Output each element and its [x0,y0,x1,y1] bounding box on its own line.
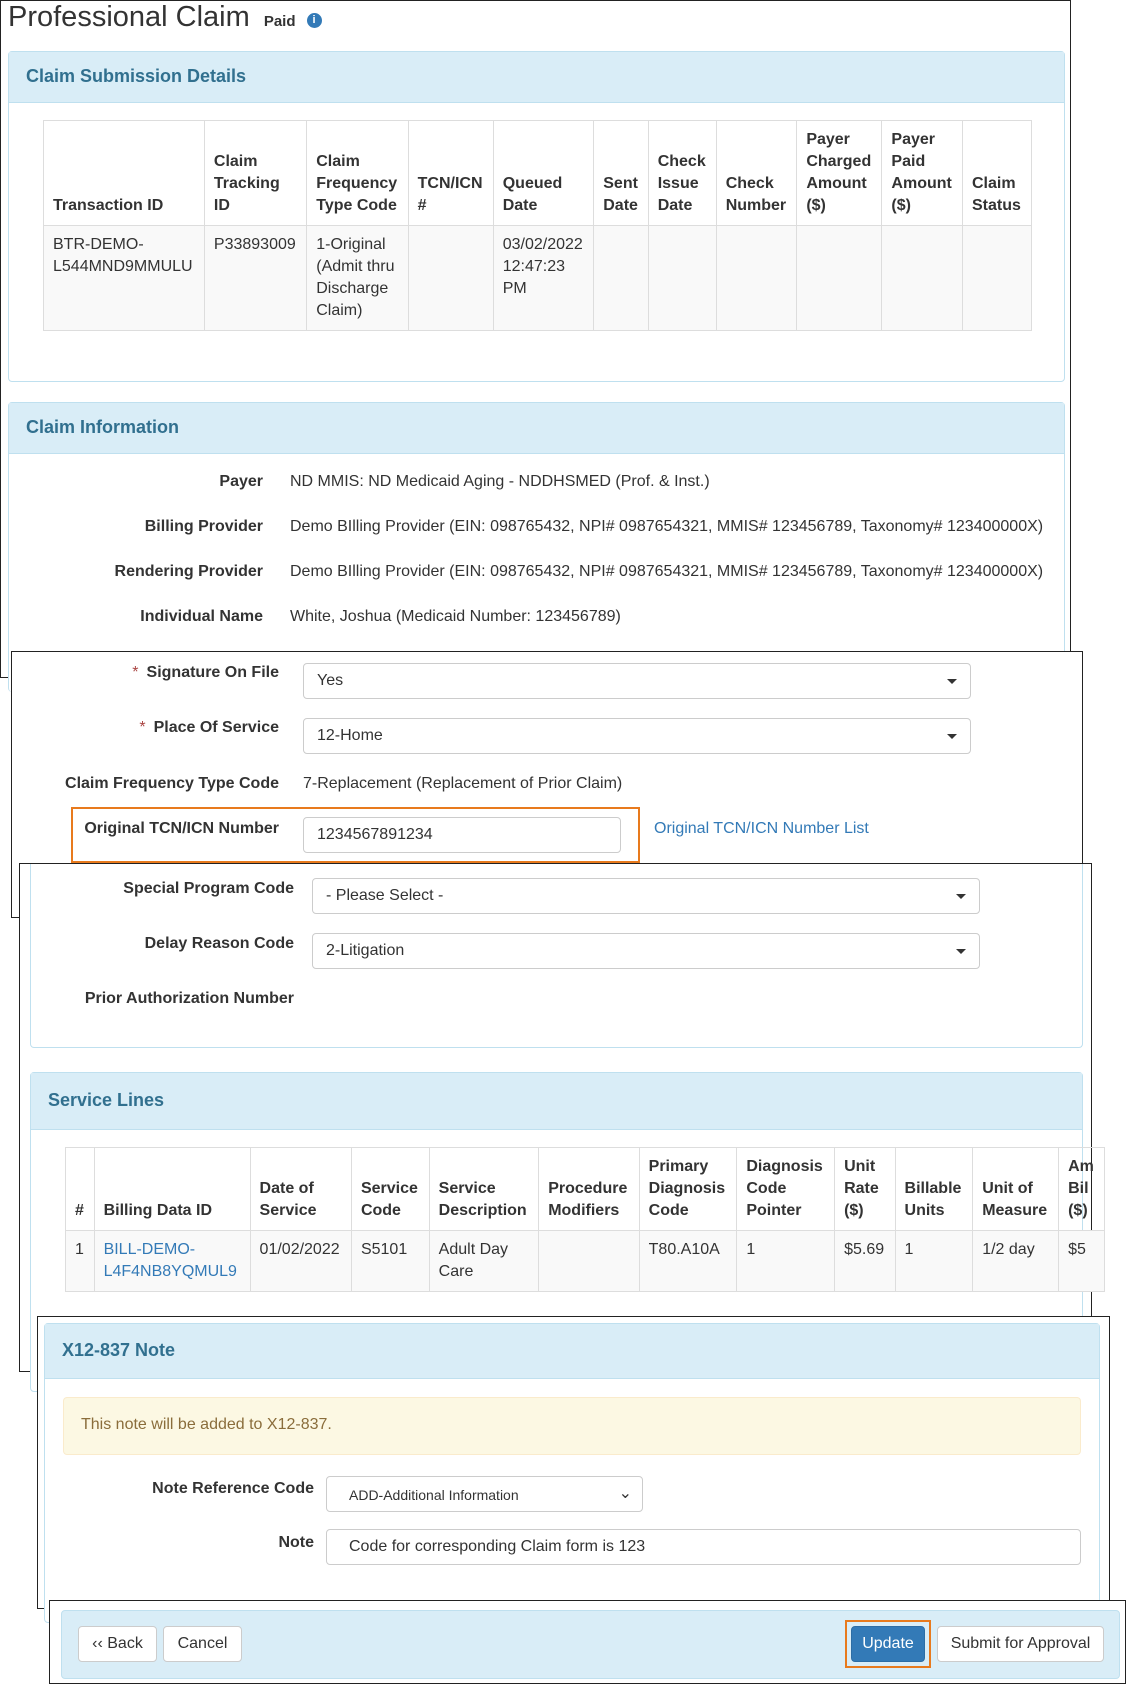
service-cell-0: 1 [66,1231,95,1292]
service-cell-8: $5.69 [835,1231,895,1292]
submission-col-header-4: Queued Date [493,121,594,226]
form-panel-bottom [30,864,1083,1048]
original-tcn-label: Original TCN/ICN Number [84,820,279,837]
claim-info-heading: Claim Information [9,403,1064,454]
claim-frequency-label: Claim Frequency Type Code [65,775,279,792]
submission-col-header-1: Claim Tracking ID [204,121,306,226]
place-of-service-select[interactable]: 12-Home [303,718,971,754]
note-alert: This note will be added to X12-837. [63,1397,1081,1455]
original-tcn-list-link[interactable]: Original TCN/ICN Number List [654,820,869,837]
service-col-header-0: # [66,1148,95,1231]
special-program-select[interactable]: - Please Select - [312,878,980,914]
page-title-text: Professional Claim [8,1,250,33]
rendering-provider-label: Rendering Provider [114,563,263,580]
note-ref-select[interactable]: ADD-Additional Information ⌄ [326,1476,643,1512]
billing-provider-label: Billing Provider [144,518,263,535]
cancel-button[interactable]: Cancel [163,1626,242,1662]
note-input[interactable]: Code for corresponding Claim form is 123 [326,1529,1081,1565]
service-cell-2: 01/02/2022 [250,1231,351,1292]
service-col-header-10: Unit of Measure [973,1148,1059,1231]
chevron-down-icon [947,734,957,739]
submission-col-header-10: Claim Status [963,121,1032,226]
submission-heading: Claim Submission Details [9,52,1064,103]
table-row [66,1231,1105,1292]
billing-data-id-link[interactable]: BILL-DEMO-L4F4NB8YQMUL9 [94,1231,250,1292]
note-ref-label: Note Reference Code [152,1480,314,1497]
submission-col-header-9: Payer Paid Amount ($) [882,121,963,226]
update-button[interactable]: Update [851,1626,925,1662]
submission-cell-10 [963,226,1032,331]
chevron-down-icon: ⌄ [618,1485,632,1502]
service-cell-11: $5 [1059,1231,1105,1292]
submission-cell-1: P33893009 [204,226,306,331]
individual-name-label: Individual Name [140,608,263,625]
service-col-header-9: Billable Units [895,1148,973,1231]
service-col-header-1: Billing Data ID [94,1148,250,1231]
service-cell-6: T80.A10A [639,1231,737,1292]
service-table-scroll[interactable] [65,1147,1094,1297]
submission-col-header-3: TCN/ICN # [408,121,493,226]
submission-cell-5 [594,226,648,331]
service-cell-7: 1 [737,1231,835,1292]
service-cell-5 [539,1231,639,1292]
submission-cell-8 [797,226,882,331]
submission-col-header-7: Check Number [716,121,797,226]
submission-cell-6 [648,226,716,331]
delay-reason-label: Delay Reason Code [144,935,294,952]
back-button[interactable]: ‹‹ Back [78,1626,157,1662]
submission-table [43,120,1032,331]
claim-frame-top [0,0,1071,678]
claim-frame-actions [49,1600,1126,1684]
claim-frequency-value: 7-Replacement (Replacement of Prior Claim) [303,775,623,792]
submit-for-approval-button[interactable]: Submit for Approval [937,1626,1104,1662]
submission-cell-2: 1-Original (Admit thru Discharge Claim) [307,226,408,331]
claim-info-panel [8,402,1065,692]
service-col-header-11: Am Bil ($) [1059,1148,1105,1231]
service-cell-3: S5101 [351,1231,429,1292]
signature-label: * Signature On File [132,664,279,681]
service-col-header-4: Service Description [429,1148,539,1231]
note-label: Note [278,1534,314,1551]
service-lines-heading: Service Lines [31,1073,1082,1130]
payer-value: ND MMIS: ND Medicaid Aging - NDDHSMED (Prof. & Inst.) [290,473,710,490]
submission-col-header-5: Sent Date [594,121,648,226]
submission-cell-4: 03/02/2022 12:47:23 PM [493,226,594,331]
signature-select[interactable]: Yes [303,663,971,699]
service-col-header-8: Unit Rate ($) [835,1148,895,1231]
service-col-header-3: Service Code [351,1148,429,1231]
claim-frame-service [19,863,1092,1372]
service-col-header-7: Diagnosis Code Pointer [737,1148,835,1231]
note-panel [44,1323,1100,1623]
individual-name-value: White, Joshua (Medicaid Number: 123456789) [290,608,621,625]
submission-cell-7 [716,226,797,331]
submission-cell-0: BTR-DEMO-L544MND9MMULU [44,226,205,331]
status-badge: Paid [263,13,296,30]
rendering-provider-value: Demo BIlling Provider (EIN: 098765432, NPI# 0987654321, MMIS# 123456789, Taxonomy# 123400000X) [290,563,1044,580]
service-col-header-2: Date of Service [250,1148,351,1231]
submission-panel [8,51,1065,382]
table-row [44,226,1032,331]
note-heading: X12-837 Note [45,1324,1099,1379]
delay-reason-select[interactable]: 2-Litigation [312,933,980,969]
submission-col-header-8: Payer Charged Amount ($) [797,121,882,226]
submission-col-header-2: Claim Frequency Type Code [307,121,408,226]
special-program-label: Special Program Code [123,880,294,897]
submission-col-header-6: Check Issue Date [648,121,716,226]
claim-frame-note [37,1316,1110,1609]
service-cell-4: Adult Day Care [429,1231,539,1292]
info-icon[interactable]: i [307,13,322,28]
billing-provider-value: Demo BIlling Provider (EIN: 098765432, NPI# 0987654321, MMIS# 123456789, Taxonomy# 123400000X) [290,518,1044,535]
service-cell-9: 1 [895,1231,973,1292]
submission-cell-9 [882,226,963,331]
page-title [8,1,322,34]
submission-col-header-0: Transaction ID [44,121,205,226]
service-col-header-5: Procedure Modifiers [539,1148,639,1231]
place-of-service-label: * Place Of Service [139,719,279,736]
chevron-down-icon [947,679,957,684]
service-col-header-6: Primary Diagnosis Code [639,1148,737,1231]
prior-auth-label: Prior Authorization Number [84,990,294,1007]
original-tcn-input[interactable]: 1234567891234 [303,817,621,853]
service-cell-10: 1/2 day [973,1231,1059,1292]
payer-label: Payer [219,473,263,490]
service-lines-table [65,1147,1105,1292]
submission-cell-3 [408,226,493,331]
